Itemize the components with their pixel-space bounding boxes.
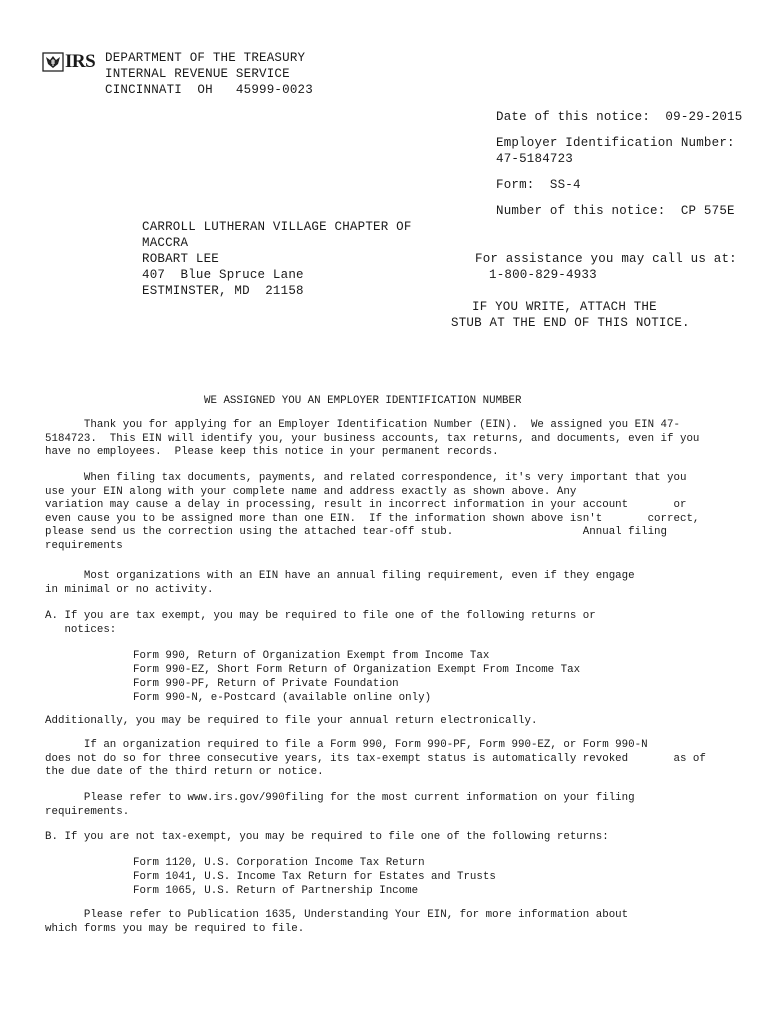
ein-value: 47-5184723 <box>496 152 574 166</box>
paragraph-electronic: Additionally, you may be required to file your annual return electronically. <box>45 715 538 727</box>
form-list-item: Form 990-EZ, Short Form Return of Organization Exempt From Income Tax <box>133 664 581 676</box>
paragraph-annual: Most organizations with an EIN have an annual filing requirement, even if they engage in minimal or no activity. <box>45 570 635 596</box>
form-line: Form: SS-4 <box>496 178 581 192</box>
write-instruction: STUB AT THE END OF THIS NOTICE. <box>451 316 690 330</box>
form-list-item: Form 990-N, e-Postcard (available online only) <box>133 692 432 704</box>
paragraph-publication: Please refer to Publication 1635, Understanding Your EIN, for more information about which forms you may be required to file. <box>45 909 629 935</box>
paragraph-refer: Please refer to www.irs.gov/990filing for the most current information on your filing requirements. <box>45 792 635 818</box>
paragraph-intro: Thank you for applying for an Employer Identification Number (EIN). We assigned you EIN 47- 5184723. This EIN will identify you, your business accounts, tax returns, and documents, even if you have no employees. Please keep this notice in your permanent records. <box>45 419 700 458</box>
assistance-phone: 1-800-829-4933 <box>489 268 597 282</box>
notice-heading: WE ASSIGNED YOU AN EMPLOYER IDENTIFICATION NUMBER <box>204 395 522 407</box>
recipient-line: ROBART LEE <box>142 252 220 266</box>
notice-number: Number of this notice: CP 575E <box>496 204 735 218</box>
form-list-item: Form 1120, U.S. Corporation Income Tax Return <box>133 857 425 869</box>
form-list-item: Form 990, Return of Organization Exempt from Income Tax <box>133 650 490 662</box>
paragraph-filing: When filing tax documents, payments, and related correspondence, it's very important that you use your EIN along with your complete name and address exactly as shown above. Any variation may cause a delay in processing, result in incorrect information in your account or even cause you to be assigned more than one EIN. If the information shown above isn't correct, please send us the correction using the attached tear-off stub. Annual filing requirements <box>45 472 700 552</box>
form-list-item: Form 1065, U.S. Return of Partnership Income <box>133 885 419 897</box>
form-list-item: Form 990-PF, Return of Private Foundation <box>133 678 399 690</box>
paragraph-revocation: If an organization required to file a Form 990, Form 990-PF, Form 990-EZ, or Form 990-N does not do so for three consecutive years, its tax-exempt status is automatically revoked as of the due date of the third return or notice. <box>45 739 706 778</box>
agency-service: INTERNAL REVENUE SERVICE <box>105 67 290 81</box>
irs-logo-text: IRS <box>65 51 96 72</box>
assistance-text: For assistance you may call us at: <box>475 252 737 266</box>
recipient-line: CARROLL LUTHERAN VILLAGE CHAPTER OF <box>142 220 412 234</box>
agency-name: DEPARTMENT OF THE TREASURY <box>105 51 306 65</box>
ein-label: Employer Identification Number: <box>496 136 735 150</box>
section-b-intro: B. If you are not tax-exempt, you may be required to file one of the following returns: <box>45 831 609 843</box>
recipient-line: ESTMINSTER, MD 21158 <box>142 284 304 298</box>
irs-eagle-icon <box>42 51 64 73</box>
write-instruction: IF YOU WRITE, ATTACH THE <box>472 300 657 314</box>
form-list-item: Form 1041, U.S. Income Tax Return for Estates and Trusts <box>133 871 496 883</box>
notice-date: Date of this notice: 09-29-2015 <box>496 110 743 124</box>
irs-logo <box>42 50 95 74</box>
agency-address: CINCINNATI OH 45999-0023 <box>105 83 313 97</box>
recipient-line: 407 Blue Spruce Lane <box>142 268 304 282</box>
section-a-intro: A. If you are tax exempt, you may be required to file one of the following returns or notices: <box>45 610 596 636</box>
recipient-line: MACCRA <box>142 236 189 250</box>
